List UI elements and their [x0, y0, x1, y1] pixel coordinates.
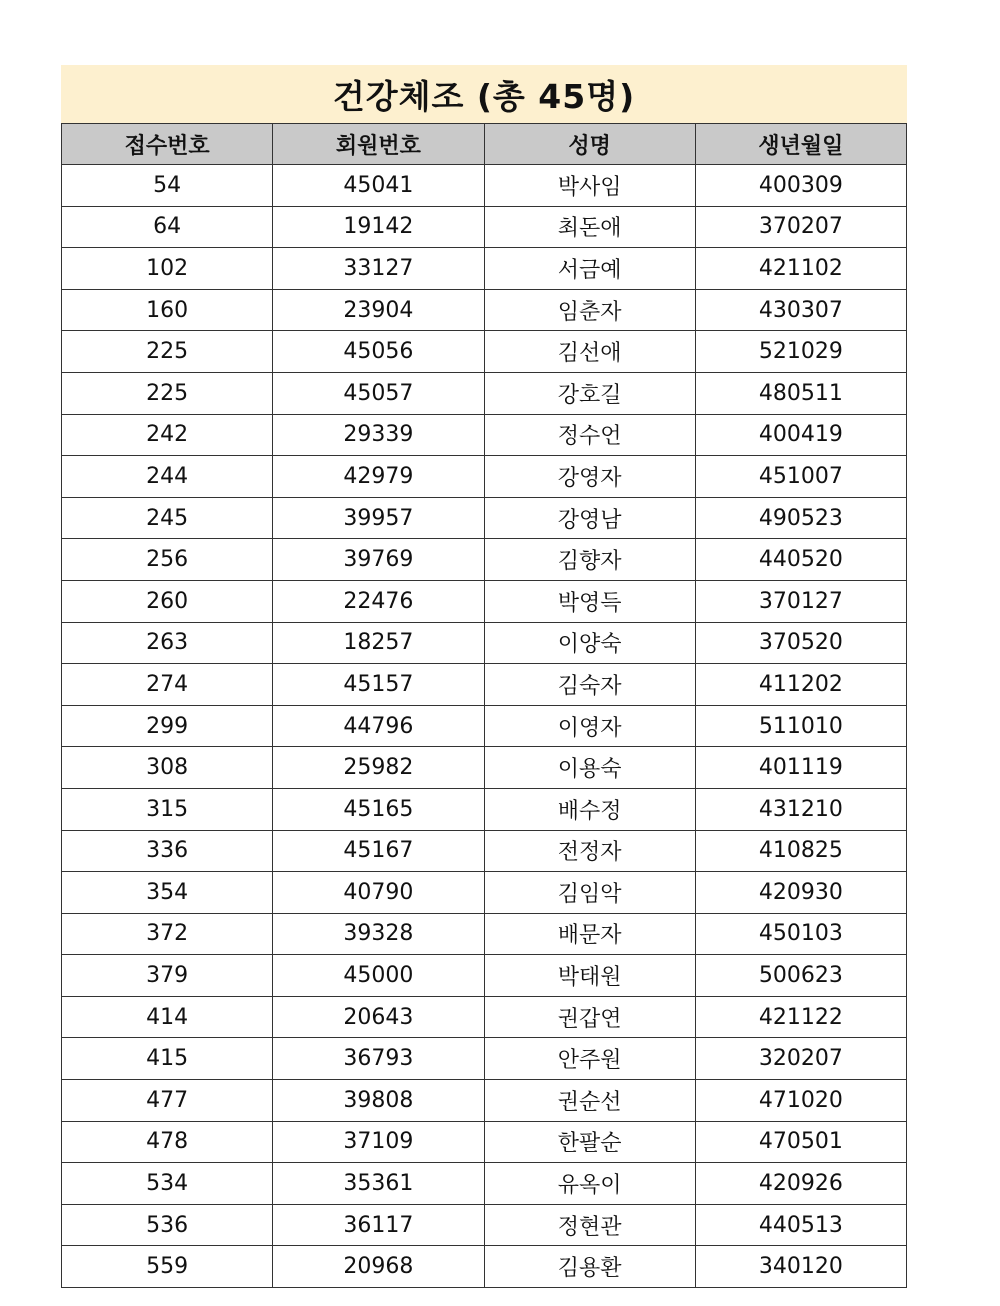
column-header-name: 성명	[484, 124, 695, 165]
name-cell: 임춘자	[484, 289, 695, 331]
member-number-cell: 20643	[273, 996, 484, 1038]
roster-sheet	[61, 65, 907, 1288]
member-number-cell: 39957	[273, 497, 484, 539]
receipt-number-cell: 225	[62, 331, 273, 373]
receipt-number-cell: 256	[62, 539, 273, 581]
table-row	[62, 1038, 907, 1080]
birthdate-cell: 490523	[695, 497, 906, 539]
birthdate-cell: 411202	[695, 664, 906, 706]
member-number-cell: 42979	[273, 456, 484, 498]
birthdate-cell: 370127	[695, 580, 906, 622]
name-cell: 강영자	[484, 456, 695, 498]
sheet-title: 건강체조 (총 45명)	[61, 65, 907, 123]
receipt-number-cell: 315	[62, 788, 273, 830]
table-row	[62, 1080, 907, 1122]
birthdate-cell: 410825	[695, 830, 906, 872]
receipt-number-cell: 245	[62, 497, 273, 539]
table-row	[62, 206, 907, 248]
member-number-cell: 29339	[273, 414, 484, 456]
table-row	[62, 414, 907, 456]
member-number-cell: 40790	[273, 872, 484, 914]
table-row	[62, 497, 907, 539]
table-row	[62, 955, 907, 997]
receipt-number-cell: 242	[62, 414, 273, 456]
table-row	[62, 996, 907, 1038]
receipt-number-cell: 478	[62, 1121, 273, 1163]
table-row	[62, 456, 907, 498]
receipt-number-cell: 102	[62, 248, 273, 290]
name-cell: 김향자	[484, 539, 695, 581]
member-number-cell: 36117	[273, 1204, 484, 1246]
table-row	[62, 1163, 907, 1205]
receipt-number-cell: 536	[62, 1204, 273, 1246]
name-cell: 서금예	[484, 248, 695, 290]
receipt-number-cell: 225	[62, 372, 273, 414]
member-number-cell: 45057	[273, 372, 484, 414]
birthdate-cell: 451007	[695, 456, 906, 498]
receipt-number-cell: 64	[62, 206, 273, 248]
member-number-cell: 45041	[273, 165, 484, 207]
member-number-cell: 45165	[273, 788, 484, 830]
member-number-cell: 25982	[273, 747, 484, 789]
name-cell: 강호길	[484, 372, 695, 414]
birthdate-cell: 320207	[695, 1038, 906, 1080]
birthdate-cell: 400309	[695, 165, 906, 207]
table-row	[62, 622, 907, 664]
birthdate-cell: 500623	[695, 955, 906, 997]
birthdate-cell: 400419	[695, 414, 906, 456]
receipt-number-cell: 414	[62, 996, 273, 1038]
receipt-number-cell: 354	[62, 872, 273, 914]
member-number-cell: 44796	[273, 705, 484, 747]
receipt-number-cell: 260	[62, 580, 273, 622]
member-number-cell: 39769	[273, 539, 484, 581]
birthdate-cell: 421102	[695, 248, 906, 290]
table-row	[62, 830, 907, 872]
name-cell: 김임악	[484, 872, 695, 914]
member-number-cell: 39808	[273, 1080, 484, 1122]
name-cell: 전정자	[484, 830, 695, 872]
birthdate-cell: 450103	[695, 913, 906, 955]
member-number-cell: 35361	[273, 1163, 484, 1205]
name-cell: 강영남	[484, 497, 695, 539]
member-number-cell: 36793	[273, 1038, 484, 1080]
table-row	[62, 872, 907, 914]
birthdate-cell: 440520	[695, 539, 906, 581]
birthdate-cell: 370207	[695, 206, 906, 248]
member-number-cell: 19142	[273, 206, 484, 248]
receipt-number-cell: 379	[62, 955, 273, 997]
receipt-number-cell: 244	[62, 456, 273, 498]
name-cell: 김선애	[484, 331, 695, 373]
table-row	[62, 580, 907, 622]
name-cell: 유옥이	[484, 1163, 695, 1205]
receipt-number-cell: 372	[62, 913, 273, 955]
receipt-number-cell: 54	[62, 165, 273, 207]
receipt-number-cell: 559	[62, 1246, 273, 1288]
member-number-cell: 45167	[273, 830, 484, 872]
birthdate-cell: 421122	[695, 996, 906, 1038]
table-row	[62, 788, 907, 830]
table-row	[62, 248, 907, 290]
table-row	[62, 165, 907, 207]
receipt-number-cell: 263	[62, 622, 273, 664]
table-row	[62, 747, 907, 789]
table-body	[62, 165, 907, 1288]
name-cell: 권순선	[484, 1080, 695, 1122]
birthdate-cell: 480511	[695, 372, 906, 414]
receipt-number-cell: 160	[62, 289, 273, 331]
name-cell: 안주원	[484, 1038, 695, 1080]
member-number-cell: 45157	[273, 664, 484, 706]
column-header-receipt-number: 접수번호	[62, 124, 273, 165]
member-number-cell: 45000	[273, 955, 484, 997]
receipt-number-cell: 299	[62, 705, 273, 747]
column-header-birthdate: 생년월일	[695, 124, 906, 165]
birthdate-cell: 471020	[695, 1080, 906, 1122]
receipt-number-cell: 415	[62, 1038, 273, 1080]
receipt-number-cell: 477	[62, 1080, 273, 1122]
member-number-cell: 23904	[273, 289, 484, 331]
birthdate-cell: 420930	[695, 872, 906, 914]
table-row	[62, 289, 907, 331]
birthdate-cell: 370520	[695, 622, 906, 664]
member-table	[61, 123, 907, 1288]
name-cell: 박영득	[484, 580, 695, 622]
member-number-cell: 20968	[273, 1246, 484, 1288]
receipt-number-cell: 274	[62, 664, 273, 706]
receipt-number-cell: 534	[62, 1163, 273, 1205]
table-row	[62, 913, 907, 955]
name-cell: 배문자	[484, 913, 695, 955]
name-cell: 정수언	[484, 414, 695, 456]
birthdate-cell: 420926	[695, 1163, 906, 1205]
receipt-number-cell: 308	[62, 747, 273, 789]
name-cell: 한팔순	[484, 1121, 695, 1163]
member-number-cell: 39328	[273, 913, 484, 955]
name-cell: 박태원	[484, 955, 695, 997]
name-cell: 박사임	[484, 165, 695, 207]
member-number-cell: 37109	[273, 1121, 484, 1163]
table-row	[62, 1204, 907, 1246]
birthdate-cell: 511010	[695, 705, 906, 747]
table-row	[62, 539, 907, 581]
member-number-cell: 18257	[273, 622, 484, 664]
name-cell: 김숙자	[484, 664, 695, 706]
table-row	[62, 664, 907, 706]
birthdate-cell: 521029	[695, 331, 906, 373]
member-number-cell: 45056	[273, 331, 484, 373]
table-row	[62, 331, 907, 373]
name-cell: 이용숙	[484, 747, 695, 789]
name-cell: 이양숙	[484, 622, 695, 664]
member-number-cell: 33127	[273, 248, 484, 290]
table-row	[62, 705, 907, 747]
birthdate-cell: 431210	[695, 788, 906, 830]
member-number-cell: 22476	[273, 580, 484, 622]
column-header-member-number: 회원번호	[273, 124, 484, 165]
birthdate-cell: 401119	[695, 747, 906, 789]
name-cell: 최돈애	[484, 206, 695, 248]
header-row	[62, 124, 907, 165]
name-cell: 배수정	[484, 788, 695, 830]
name-cell: 정현관	[484, 1204, 695, 1246]
table-row	[62, 1246, 907, 1288]
table-row	[62, 372, 907, 414]
birthdate-cell: 440513	[695, 1204, 906, 1246]
name-cell: 김용환	[484, 1246, 695, 1288]
name-cell: 권갑연	[484, 996, 695, 1038]
table-row	[62, 1121, 907, 1163]
birthdate-cell: 470501	[695, 1121, 906, 1163]
receipt-number-cell: 336	[62, 830, 273, 872]
birthdate-cell: 340120	[695, 1246, 906, 1288]
birthdate-cell: 430307	[695, 289, 906, 331]
name-cell: 이영자	[484, 705, 695, 747]
